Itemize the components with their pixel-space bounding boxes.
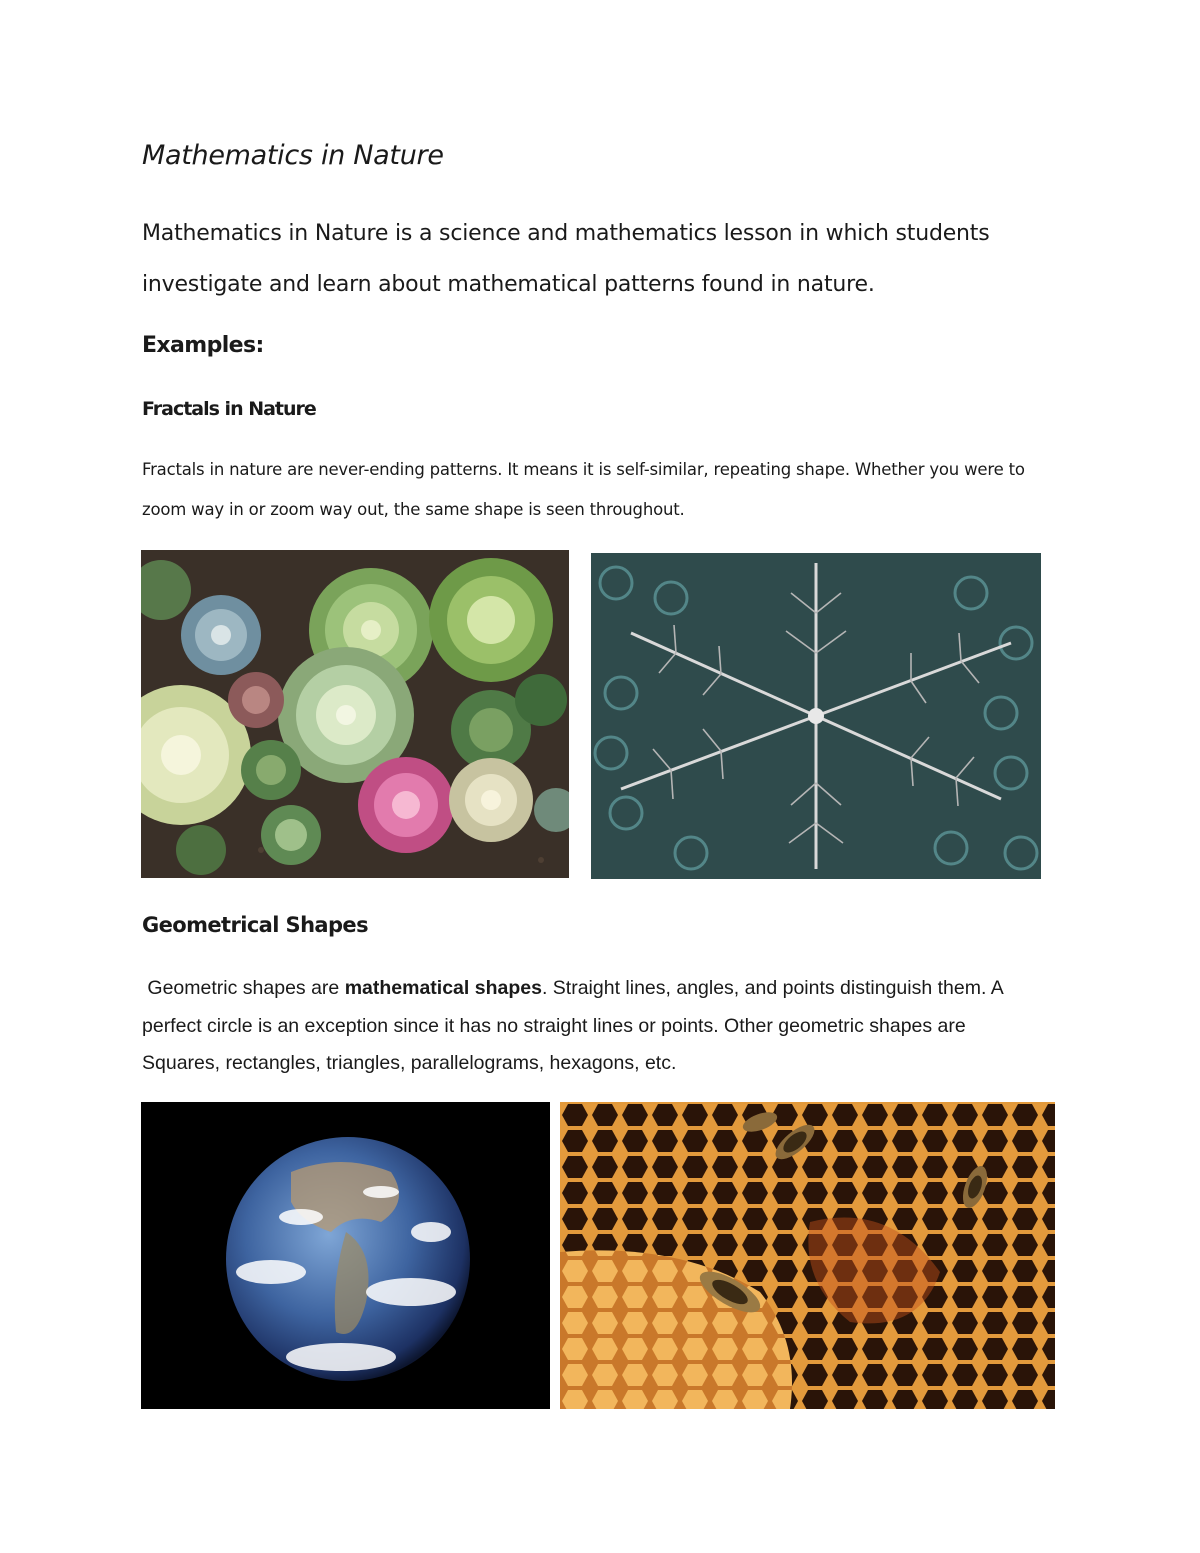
- geometry-paragraph-end: . Straight lines, angles, and points distinguish them. A perfect circle is an exception since it has no straight lines or points. Other geometric shapes are Squares, rectangles, triangles, parallelograms, hexagons, etc.: [142, 977, 1003, 1074]
- examples-heading: Examples:: [142, 333, 264, 358]
- fractals-paragraph: Fractals in nature are never-ending patterns. It means it is self-similar, repeating shape. Whether you were to zoom way in or zoom way out, the same shape is seen throughout.: [142, 460, 1025, 519]
- earth-photo: [141, 1102, 550, 1409]
- snowflake-photo: [591, 553, 1041, 879]
- succulents-photo: [141, 550, 569, 878]
- geometry-heading: Geometrical Shapes: [142, 913, 368, 937]
- page-title: Mathematics in Nature: [142, 140, 444, 171]
- geometry-paragraph-bold: mathematical shapes: [344, 977, 542, 999]
- fractals-heading: Fractals in Nature: [142, 398, 316, 420]
- geometry-paragraph: [142, 970, 1042, 1083]
- intro-paragraph: Mathematics in Nature is a science and mathematics lesson in which students investigate and learn about mathematical patterns found in nature.: [142, 221, 990, 297]
- geometry-paragraph-start: Geometric shapes are: [147, 977, 345, 999]
- honeycomb-photo: [560, 1102, 1055, 1409]
